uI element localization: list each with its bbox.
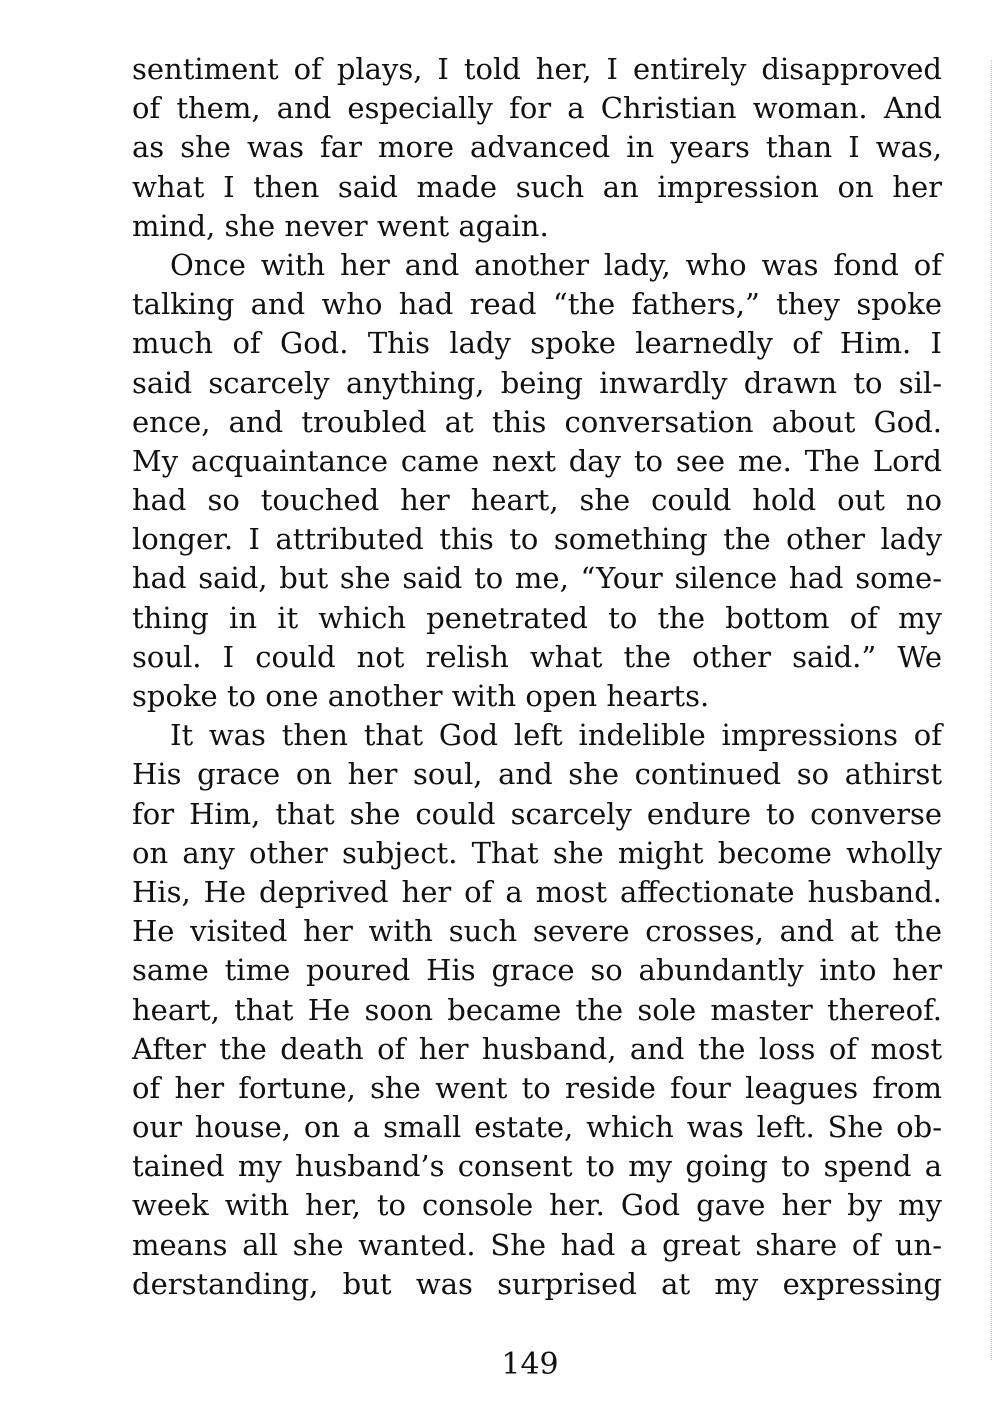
text-line: our house, on a small estate, which was left. She ob- [132, 1110, 942, 1145]
text-line: had so touched her heart, she could hold out no [132, 483, 942, 518]
text-line: sentiment of plays, I told her, I entirely disapproved [132, 52, 942, 86]
text-line: tained my husband’s consent to my going to spend a [132, 1149, 942, 1184]
text-line: spoke to one another with open hearts. [132, 679, 710, 713]
text-line: It was then that God left indelible impressions of [170, 718, 942, 753]
text-line: longer. I attributed this to something the other lady [132, 522, 942, 557]
text-line: for Him, that she could scarcely endure to converse [132, 796, 942, 831]
text-line: what I then said made such an impression on her [132, 169, 942, 204]
paragraph [132, 50, 942, 246]
text-line: on any other subject. That she might become wholly [132, 835, 942, 870]
text-line: He visited her with such severe crosses, and at the [132, 914, 942, 949]
text-line: His grace on her soul, and she continued so athirst [132, 757, 942, 792]
text-line: ence, and troubled at this conversation about God. [132, 404, 942, 439]
text-line: talking and who had read “the fathers,” they spoke [132, 287, 942, 322]
text-line: as she was far more advanced in years than I was, [132, 130, 942, 165]
text-line: His, He deprived her of a most affectionate husband. [132, 874, 942, 909]
text-line: Once with her and another lady, who was fond of [170, 247, 942, 282]
text-line: thing in it which penetrated to the bottom of my [132, 600, 942, 635]
text-line: week with her, to console her. God gave her by my [132, 1188, 942, 1223]
text-line: of her fortune, she went to reside four leagues from [132, 1070, 942, 1105]
text-line: much of God. This lady spoke learnedly of Him. I [132, 326, 942, 361]
text-line: derstanding, but was surprised at my expressing [132, 1266, 942, 1301]
text-line: same time poured His grace so abundantly into her [132, 953, 942, 988]
text-line: After the death of her husband, and the loss of most [132, 1031, 942, 1066]
text-line: of them, and especially for a Christian woman. And [132, 91, 942, 126]
text-line: had said, but she said to me, “Your silence had some- [132, 561, 942, 596]
text-line: soul. I could not relish what the other said.” We [132, 639, 942, 674]
text-line: heart, that He soon became the sole master thereof. [132, 992, 942, 1027]
paragraph [132, 246, 942, 716]
page-number: 149 [501, 1347, 559, 1382]
body-text [132, 50, 942, 1304]
text-line: means all she wanted. She had a great share of un- [132, 1227, 942, 1262]
text-line: said scarcely anything, being inwardly drawn to sil- [132, 365, 942, 400]
text-line: My acquaintance came next day to see me. The Lord [132, 443, 942, 478]
paragraph [132, 716, 942, 1304]
text-line: mind, she never went again. [132, 208, 549, 243]
scan-margin-artifacts [989, 60, 992, 1360]
